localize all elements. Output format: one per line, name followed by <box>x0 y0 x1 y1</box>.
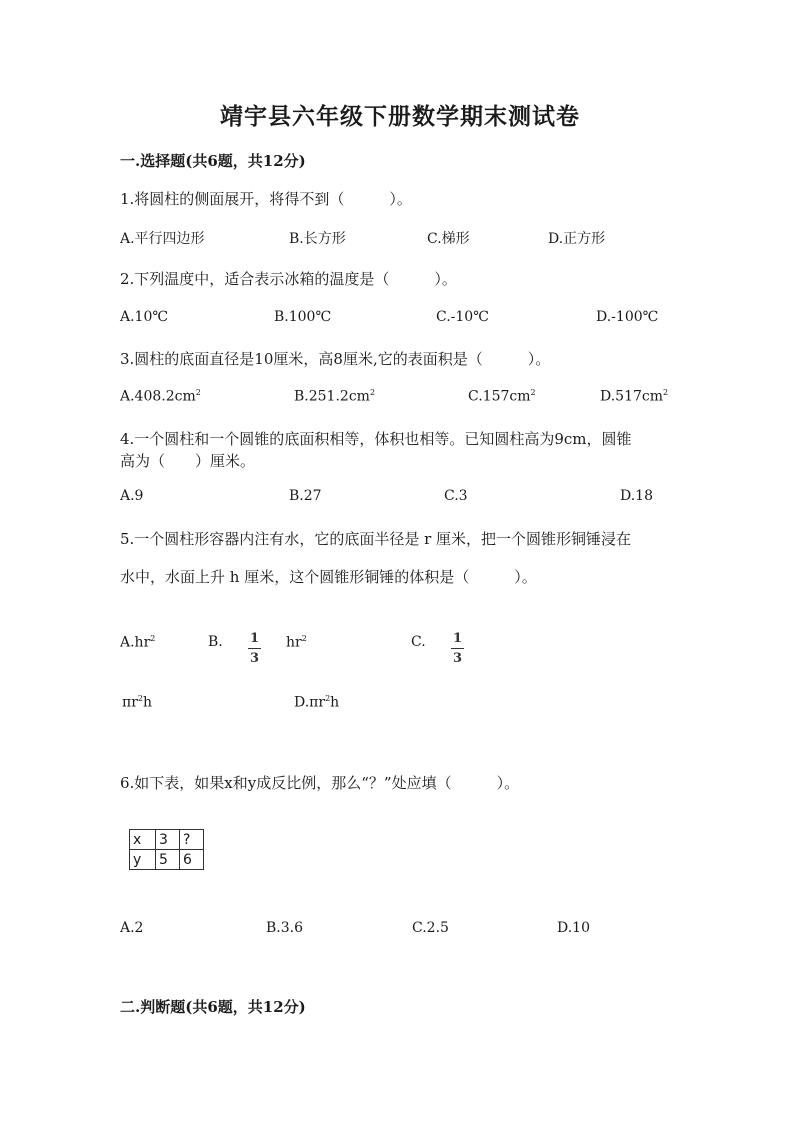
q3-option-c: $C.157cm^2$ <box>468 388 536 405</box>
q4-option-d: D.18 <box>620 488 653 504</box>
question-3: 3.圆柱的底面直径是10厘米，高8厘米,它的表面积是（ ）。 <box>120 350 551 368</box>
question-5-line-2: 水中，水面上升 h 厘米，这个圆锥形铜锤的体积是（ ）。 <box>120 568 537 586</box>
q6-option-d: D.10 <box>557 920 590 936</box>
section-heading-judgement: 二.判断题(共6题，共12分) <box>120 998 306 1016</box>
q5-option-c-label: C. <box>411 634 426 650</box>
table-row <box>130 850 204 870</box>
q2-option-c: C.-10℃ <box>436 309 489 325</box>
table-cell: ? <box>180 830 204 850</box>
q5-option-b-expression: $hr^2$ <box>286 634 307 651</box>
q5-option-a: $A.hr^2$ <box>120 634 156 651</box>
table-row <box>130 830 204 850</box>
q5-option-c-fraction: $\frac{1}{3}$ <box>453 631 463 666</box>
q3-option-d: $D.517cm^2$ <box>600 388 669 405</box>
q5-option-d: $D.\pi r^2h$ <box>294 694 340 711</box>
table-cell: x <box>130 830 156 850</box>
q3-option-b: $B.251.2cm^2$ <box>294 388 376 405</box>
q5-option-b-label: B. <box>208 634 223 650</box>
q4-option-b: B.27 <box>289 488 322 504</box>
table-cell: 3 <box>156 830 180 850</box>
q2-option-b: B.100℃ <box>274 309 332 325</box>
q4-option-c: C.3 <box>444 488 468 504</box>
q6-option-a: A.2 <box>120 920 144 936</box>
xy-table <box>129 829 204 870</box>
q6-option-b: B.3.6 <box>266 920 304 936</box>
question-4-line-2: 高为（ ）厘米。 <box>120 452 256 470</box>
question-4-line-1: 4.一个圆柱和一个圆锥的底面积相等，体积也相等。已知圆柱高为9cm，圆锥 <box>120 430 632 448</box>
table-cell: 6 <box>180 850 204 870</box>
q2-option-d: D.-100℃ <box>596 309 659 325</box>
q5-option-c-expression: $\pi r^2h$ <box>122 694 153 711</box>
section-heading-choice: 一.选择题(共6题，共12分) <box>120 152 306 170</box>
q4-option-a: A.9 <box>120 488 144 504</box>
question-2: 2.下列温度中，适合表示冰箱的温度是（ ）。 <box>120 270 457 288</box>
q3-option-a: $A.408.2cm^2$ <box>120 388 201 405</box>
q1-option-b: B.长方形 <box>289 231 346 247</box>
q5-option-b-fraction: $\frac{1}{3}$ <box>250 631 260 666</box>
q2-option-a: A.10℃ <box>120 309 169 325</box>
table-cell: y <box>130 850 156 870</box>
page-title: 靖宇县六年级下册数学期末测试卷 <box>220 103 580 130</box>
question-5-line-1: 5.一个圆柱形容器内注有水，它的底面半径是 r 厘米，把一个圆锥形铜锤浸在 <box>120 530 632 548</box>
table-cell: 5 <box>156 850 180 870</box>
q6-option-c: C.2.5 <box>412 920 449 936</box>
question-1: 1.将圆柱的侧面展开，将得不到（ ）。 <box>120 190 412 208</box>
q1-option-a: A.平行四边形 <box>120 231 205 247</box>
question-6: 6.如下表，如果x和y成反比例，那么“？”处应填（ ）。 <box>120 774 520 792</box>
q1-option-c: C.梯形 <box>427 231 470 247</box>
q1-option-d: D.正方形 <box>548 231 606 247</box>
